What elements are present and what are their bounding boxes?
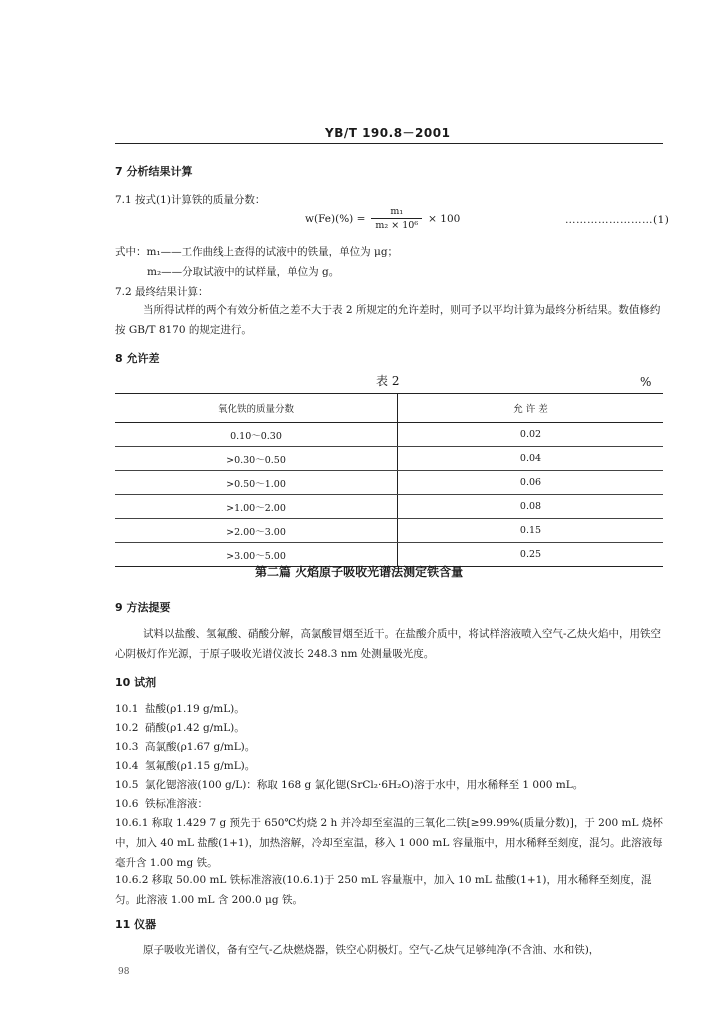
reagent-text: 氢氟酸(ρ1.15 g/mL)。 <box>145 760 256 772</box>
equation-number: ……………………(1) <box>565 214 670 226</box>
reagent-number: 10.1 <box>115 703 139 715</box>
reagent-text: 高氯酸(ρ1.67 g/mL)。 <box>145 741 256 753</box>
part-2-title: 第二篇 火焰原子吸收光谱法测定铁含量 <box>255 565 464 579</box>
section-9-paragraph: 试料以盐酸、氢氟酸、硝酸分解，高氯酸冒烟至近干。在盐酸介质中，将试样溶液喷入空气-乙炔火焰中，用铁空心阴极灯作光源，于原子吸收光谱仪波长 248.3 nm 处测量吸光度。 <box>115 628 662 660</box>
reagent-number: 10.4 <box>115 760 139 772</box>
table-row <box>115 447 663 471</box>
table-cell-value: 0.04 <box>398 447 664 471</box>
reagent-item <box>115 777 583 792</box>
section-10-heading: 10 试剂 <box>115 676 157 689</box>
reagent-number: 10.3 <box>115 741 139 753</box>
table-cell-value: 0.08 <box>398 495 664 519</box>
reagent-item <box>115 796 208 811</box>
section-10-6-2-paragraph: 10.6.2 移取 50.00 mL 铁标准溶液(10.6.1)于 250 mL 容量瓶中，加入 10 mL 盐酸(1+1)，用水稀释至刻度，混匀。此溶液 1.00 mL 含 200.0 μg 铁。 <box>115 874 652 906</box>
formula-tail: × 100 <box>428 212 461 225</box>
table-cell-value: 0.15 <box>398 519 664 543</box>
section-11-heading: 11 仪器 <box>115 918 157 931</box>
reagent-number: 10.5 <box>115 779 139 791</box>
table-row <box>115 471 663 495</box>
formula-fraction <box>371 206 422 231</box>
table-cell-range: 0.10～0.30 <box>115 423 398 447</box>
reagent-item <box>115 701 245 716</box>
table-cell-value: 0.06 <box>398 471 664 495</box>
reagent-number: 10.6 <box>115 798 139 810</box>
table-row <box>115 495 663 519</box>
table-cell-value: 0.25 <box>519 549 542 560</box>
section-8-heading: 8 允许差 <box>115 352 160 365</box>
table-cell-range: >2.00～3.00 <box>115 519 398 543</box>
reagent-text: 硝酸(ρ1.42 g/mL)。 <box>145 722 245 734</box>
formula-where-m1: 式中：m₁——工作曲线上查得的试液中的铁量，单位为 μg； <box>115 246 399 258</box>
section-7-2-paragraph: 当所得试样的两个有效分析值之差不大于表 2 所规定的允许差时，则可予以平均计算为最终分析结果。数值修约按 GB/T 8170 的规定进行。 <box>115 304 661 336</box>
section-11-paragraph: 原子吸收光谱仪，备有空气-乙炔燃烧器，铁空心阴极灯。空气-乙炔气足够纯净(不含油、水和铁)， <box>143 944 600 956</box>
reagent-text: 氯化锶溶液(100 g/L)：称取 168 g 氯化锶(SrCl₂·6H₂O)溶于水中，用水稀释至 1 000 mL。 <box>145 779 584 791</box>
table-cell-value: 0.02 <box>398 423 664 447</box>
page-number: 98 <box>118 967 130 977</box>
table-cell-range: >0.30～0.50 <box>115 447 398 471</box>
formula-lhs: w(Fe)(%) = <box>305 212 366 225</box>
table-header-mass-fraction: 氧化铁的质量分数 <box>115 394 398 423</box>
reagent-item <box>115 720 245 735</box>
reagent-text: 盐酸(ρ1.19 g/mL)。 <box>145 703 245 715</box>
formula-numerator: m₁ <box>390 206 404 217</box>
header-rule <box>115 143 663 144</box>
reagent-item <box>115 758 255 773</box>
section-9-heading: 9 方法提要 <box>115 601 171 614</box>
reagent-text: 铁标准溶液： <box>145 798 208 810</box>
iron-mass-fraction-formula <box>305 206 460 231</box>
formula-where-m2: m₂——分取试液中的试样量，单位为 g。 <box>147 266 340 278</box>
reagent-item <box>115 739 255 754</box>
table-cell-range: >1.00～2.00 <box>115 495 398 519</box>
table-header-tolerance: 允 许 差 <box>398 394 664 423</box>
table-row <box>115 423 663 447</box>
reagent-number: 10.2 <box>115 722 139 734</box>
section-7-2-text: 7.2 最终结果计算： <box>115 286 209 298</box>
standard-code-header: YB/T 190.8－2001 <box>325 126 451 140</box>
table-row <box>115 519 663 543</box>
table-caption: 表 2 <box>376 374 400 388</box>
table-cell-range: >0.50～1.00 <box>115 471 398 495</box>
table-unit: % <box>640 375 652 389</box>
section-7-heading: 7 分析结果计算 <box>115 165 193 178</box>
tolerance-table <box>115 393 663 567</box>
formula-denominator: m₂ × 10⁶ <box>371 218 422 231</box>
table-cell-range: >3.00～5.00 <box>115 543 398 567</box>
section-10-6-1-paragraph: 10.6.1 称取 1.429 7 g 预先于 650℃灼烧 2 h 并冷却至室温的三氧化二铁[≥99.99%(质量分数)]，于 200 mL 烧杯中，加入 40 mL 盐酸(1+1)，加热溶解，冷却至室温，移入 1 000 mL 容量瓶中，用水稀释至刻度，混匀。此溶液每毫升含 1.00 mg 铁。 <box>115 817 663 869</box>
section-7-1-text: 7.1 按式(1)计算铁的质量分数： <box>115 194 266 206</box>
